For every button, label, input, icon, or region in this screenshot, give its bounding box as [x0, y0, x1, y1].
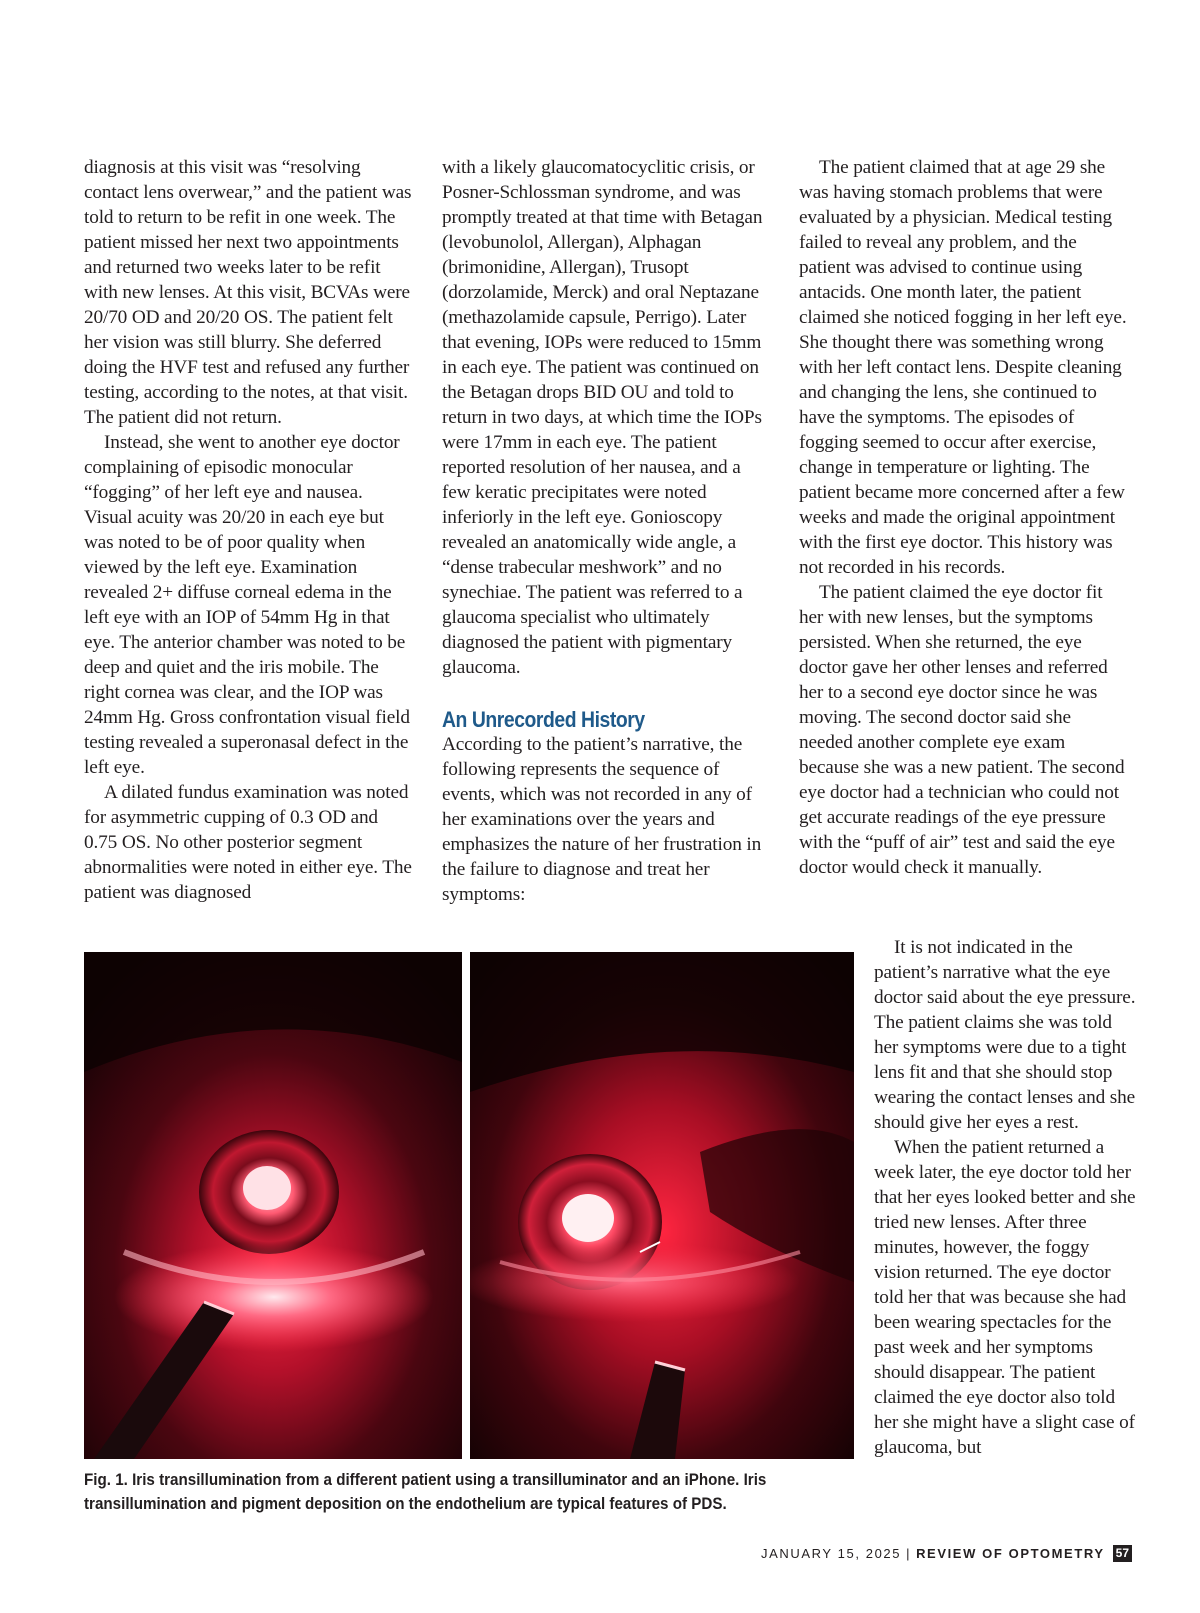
column-1	[84, 155, 414, 905]
issue-date: JANUARY 15, 2025	[761, 1546, 902, 1561]
column-3-continued	[874, 935, 1136, 1460]
footer-separator: |	[906, 1546, 912, 1561]
eye-transillumination-image	[470, 952, 854, 1459]
body-paragraph: It is not indicated in the patient’s narrative what the eye doctor said about the eye pressure. The patient claims she was told her symptoms were due to a tight lens fit and that she should stop wearing the contact lenses and she should give her eyes a rest.	[874, 937, 1136, 1133]
eye-transillumination-image	[84, 952, 462, 1459]
page-footer	[761, 1545, 1132, 1562]
body-paragraph: The patient claimed the eye doctor fit her with new lenses, but the symptoms persisted. When she returned, the eye doctor gave her other lenses and referred her to a second eye doctor since he was moving. The second doctor said she needed another complete eye exam because she was a new patient. The second eye doctor had a technician who could not get accurate readings of the eye pressure with the “puff of air” test and said the eye doctor would check it manually.	[799, 582, 1125, 878]
body-paragraph: diagnosis at this visit was “resolving contact lens overwear,” and the patient was told to return to be refit in one week. The patient missed her next two appointments and returned two weeks later to be refit with new lenses. At this visit, BCVAs were 20/70 OD and 20/20 OS. The patient felt her vision was still blurry. She deferred doing the HVF test and refused any further testing, according to the notes, at that visit. The patient did not return.	[84, 157, 412, 428]
section-heading: An Unrecorded History	[442, 707, 645, 732]
column-3	[799, 155, 1129, 880]
publication-name: REVIEW OF OPTOMETRY	[916, 1546, 1105, 1561]
body-paragraph: The patient claimed that at age 29 she was having stomach problems that were evaluated by a physician. Medical testing failed to reveal any problem, and the patient was advised to continue using antacids. One month later, the patient claimed she noticed fogging in her left eye. She thought there was something wrong with her left contact lens. Despite cleaning and changing the lens, she continued to have the symptoms. The episodes of fogging seemed to occur after exercise, change in temperature or lighting. The patient became more concerned after a few weeks and made the original appointment with the first eye doctor. This history was not recorded in his records.	[799, 157, 1127, 578]
body-paragraph: According to the patient’s narrative, the following represents the sequence of events, which was not recorded in any of her examinations over the years and emphasizes the nature of her frustration in the failure to diagnose and treat her symptoms:	[442, 734, 762, 905]
figure-photo-right	[470, 952, 854, 1459]
column-2	[442, 155, 772, 907]
figure-caption: Fig. 1. Iris transillumination from a different patient using a transilluminator and an iPhone. Iris transillumination and pigment deposition on the endothelium are typical features of PDS.	[84, 1471, 767, 1513]
body-paragraph: with a likely glaucomatocyclitic crisis, or Posner-Schlossman syndrome, and was promptly treated at that time with Betagan (levobunolol, Allergan), Alphagan (brimonidine, Allergan), Trusopt (dorzolamide, Merck) and oral Neptazane (methazolamide capsule, Perrigo). Later that evening, IOPs were reduced to 15mm in each eye. The patient was continued on the Betagan drops BID OU and told to return in two days, at which time the IOPs were 17mm in each eye. The patient reported resolution of her nausea, and a few keratic precipitates were noted inferiorly in the left eye. Gonioscopy revealed an anatomically wide angle, a “dense trabecular meshwork” and no synechiae. The patient was referred to a glaucoma specialist who ultimately diagnosed the patient with pigmentary glaucoma.	[442, 157, 763, 678]
body-paragraph: Instead, she went to another eye doctor complaining of episodic monocular “fogging” of her left eye and nausea. Visual acuity was 20/20 in each eye but was noted to be of poor quality when viewed by the left eye. Examination revealed 2+ diffuse corneal edema in the left eye with an IOP of 54mm Hg in that eye. The anterior chamber was noted to be deep and quiet and the iris mobile. The right cornea was clear, and the IOP was 24mm Hg. Gross confrontation visual field testing revealed a superonasal defect in the left eye.	[84, 432, 410, 778]
figure-photo-left	[84, 952, 462, 1459]
page-number: 57	[1113, 1545, 1132, 1562]
body-paragraph: When the patient returned a week later, the eye doctor told her that her eyes looked better and she tried new lenses. After three minutes, however, the foggy vision returned. The eye doctor told her that was because she had been wearing spectacles for the past week and her symptoms should disappear. The patient claimed the eye doctor also told her she might have a slight case of glaucoma, but	[874, 1137, 1136, 1458]
body-paragraph: A dilated fundus examination was noted for asymmetric cupping of 0.3 OD and 0.75 OS. No other posterior segment abnormalities were noted in either eye. The patient was diagnosed	[84, 782, 412, 903]
